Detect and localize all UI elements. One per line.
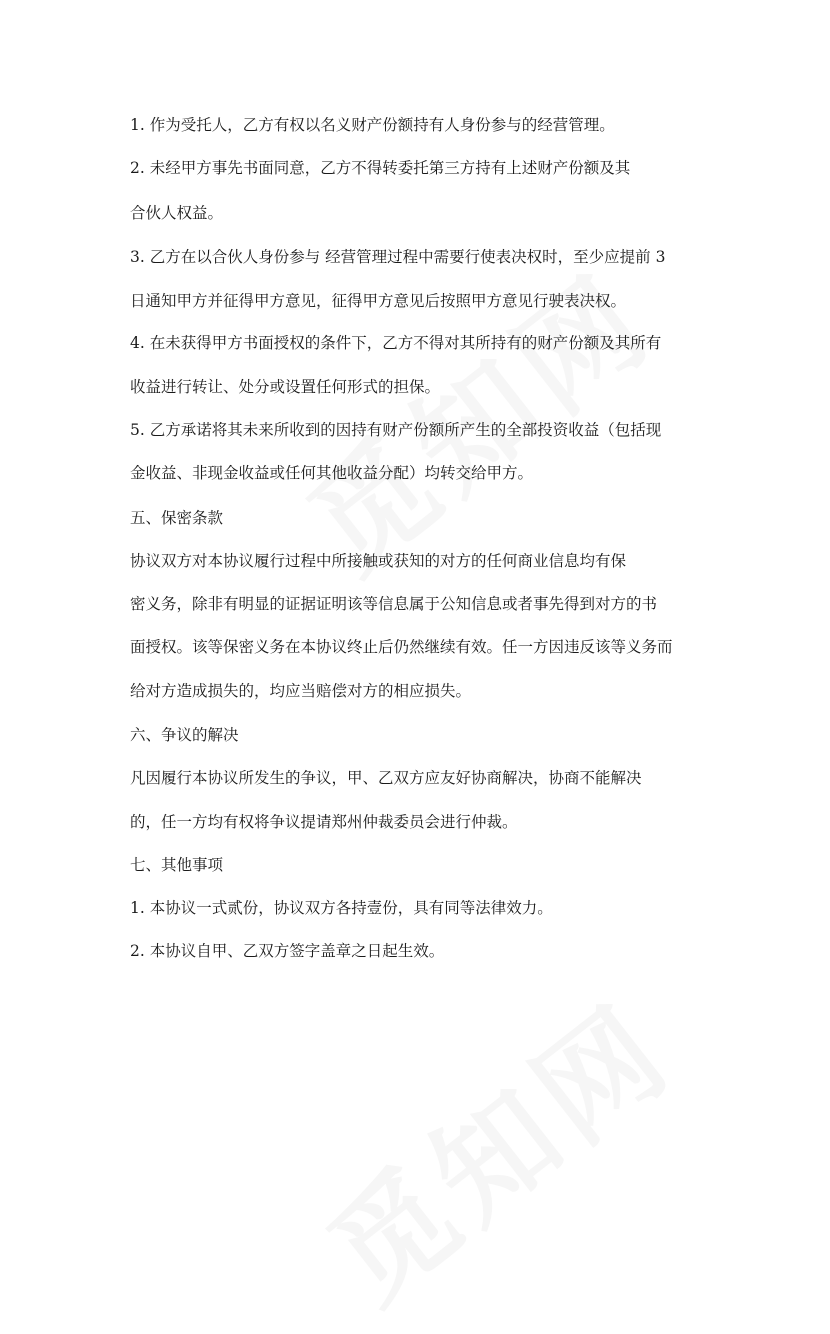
confidentiality-line-4: 给对方造成损失的，均应当赔偿对方的相应损失。 (130, 682, 472, 700)
other-item-1: 1. 本协议一式贰份，协议双方各持壹份，具有同等法律效力。 (130, 899, 553, 917)
confidentiality-line-2: 密义务，除非有明显的证据证明该等信息属于公知信息或者事先得到对方的书 (130, 595, 658, 613)
clause-4-item-2-line-1: 2. 未经甲方事先书面同意，乙方不得转委托第三方持有上述财产份额及其 (130, 159, 631, 177)
clause-4-item-3-line-1: 3. 乙方在以合伙人身份参与 经营管理过程中需要行使表决权时，至少应提前 3 (130, 248, 666, 266)
clause-4-item-3-line-2: 日通知甲方并征得甲方意见，征得甲方意见后按照甲方意见行驶表决权。 (130, 292, 627, 310)
confidentiality-line-3: 面授权。该等保密义务在本协议终止后仍然继续有效。任一方因违反该等义务而 (130, 638, 673, 656)
clause-4-item-2-line-2: 合伙人权益。 (130, 204, 224, 222)
section-heading-other: 七、其他事项 (130, 856, 224, 874)
confidentiality-line-1: 协议双方对本协议履行过程中所接触或获知的对方的任何商业信息均有保 (130, 552, 627, 570)
clause-4-item-4-line-1: 4. 在未获得甲方书面授权的条件下，乙方不得对其所持有的财产份额及其所有 (130, 334, 662, 352)
dispute-line-2: 的，任一方均有权将争议提请郑州仲裁委员会进行仲裁。 (130, 813, 518, 831)
section-heading-confidentiality: 五、保密条款 (130, 509, 224, 527)
other-item-2: 2. 本协议自甲、乙双方签字盖章之日起生效。 (130, 942, 445, 960)
watermark (268, 228, 681, 604)
section-heading-dispute: 六、争议的解决 (130, 726, 239, 744)
clause-4-item-5-line-2: 金收益、非现金收益或任何其他收益分配）均转交给甲方。 (130, 464, 534, 482)
clause-4-item-5-line-1: 5. 乙方承诺将其未来所收到的因持有财产份额所产生的全部投资收益（包括现 (130, 421, 662, 439)
clause-4-item-4-line-2: 收益进行转让、处分或设置任何形式的担保。 (130, 378, 441, 396)
watermark (288, 958, 701, 1334)
dispute-line-1: 凡因履行本协议所发生的争议，甲、乙双方应友好协商解决，协商不能解决 (130, 769, 642, 787)
clause-4-item-1: 1. 作为受托人，乙方有权以名义财产份额持有人身份参与的经营管理。 (130, 116, 615, 134)
